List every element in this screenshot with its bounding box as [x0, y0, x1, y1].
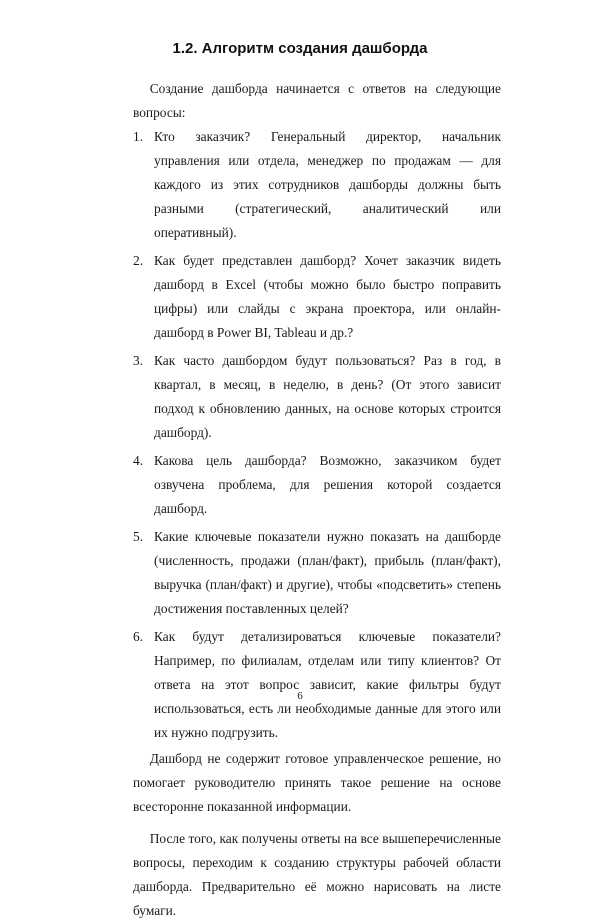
section-heading: 1.2. Алгоритм создания дашборда — [172, 40, 428, 57]
list-item-text: Как часто дашбордом будут пользоваться? Раз в год, в квартал, в месяц, в неделю, в день? (От этого зависит подход к обновлению данных, на основе которых строится дашборд). — [154, 353, 501, 440]
intro-paragraph: Создание дашборда начинается с ответов на следующие вопросы: — [133, 81, 501, 120]
list-item-number: 2. — [133, 253, 144, 268]
list-item-number: 3. — [133, 353, 144, 368]
list-item-text: Какие ключевые показатели нужно показать на дашборде (численность, продажи (план/факт), прибыль (план/факт), выручка (план/факт) и другие), чтобы «подсветить» степень достижения поставленных целей? — [154, 529, 501, 616]
page-number: 6 — [297, 690, 303, 702]
document-body — [133, 77, 501, 923]
list-item-number: 4. — [133, 453, 144, 468]
list-item-number: 1. — [133, 129, 144, 144]
list-item-text: Как будет представлен дашборд? Хочет заказчик видеть дашборд в Excel (чтобы можно было быстро поправить цифры) или слайды с экрана проектора, или онлайн-дашборд в Power BI, Tableau и др.? — [154, 253, 501, 340]
list-item-text: Как будут детализироваться ключевые показатели? Например, по филиалам, отделам или типу клиентов? От ответа на этот вопрос зависит, какие фильтры будут использоваться, есть ли необходимые данные для этого или их нужно подгрузить. — [154, 629, 501, 740]
conclusion-paragraph: Дашборд не содержит готовое управленческое решение, но помогает руководителю принять такое решение на основе всесторонне показанной информации. — [133, 751, 501, 814]
list-item — [133, 349, 501, 445]
list-item — [133, 449, 501, 521]
list-item-number: 5. — [133, 529, 144, 544]
questions-list — [133, 125, 501, 745]
list-item-number: 6. — [133, 629, 144, 644]
list-item-text: Кто заказчик? Генеральный директор, начальник управления или отдела, менеджер по продажам — для каждого из этих сотрудников дашборды должны быть разными (стратегический, аналитический или оперативный). — [154, 129, 501, 240]
list-item — [133, 249, 501, 345]
list-item-text: Какова цель дашборда? Возможно, заказчиком будет озвучена проблема, для решения которой создается дашборд. — [154, 453, 501, 516]
list-item — [133, 625, 501, 745]
list-item — [133, 125, 501, 245]
list-item — [133, 525, 501, 621]
next-step-paragraph: После того, как получены ответы на все вышеперечисленные вопросы, переходим к созданию структуры рабочей области дашборда. Предварительно её можно нарисовать на листе бумаги. — [133, 831, 501, 918]
